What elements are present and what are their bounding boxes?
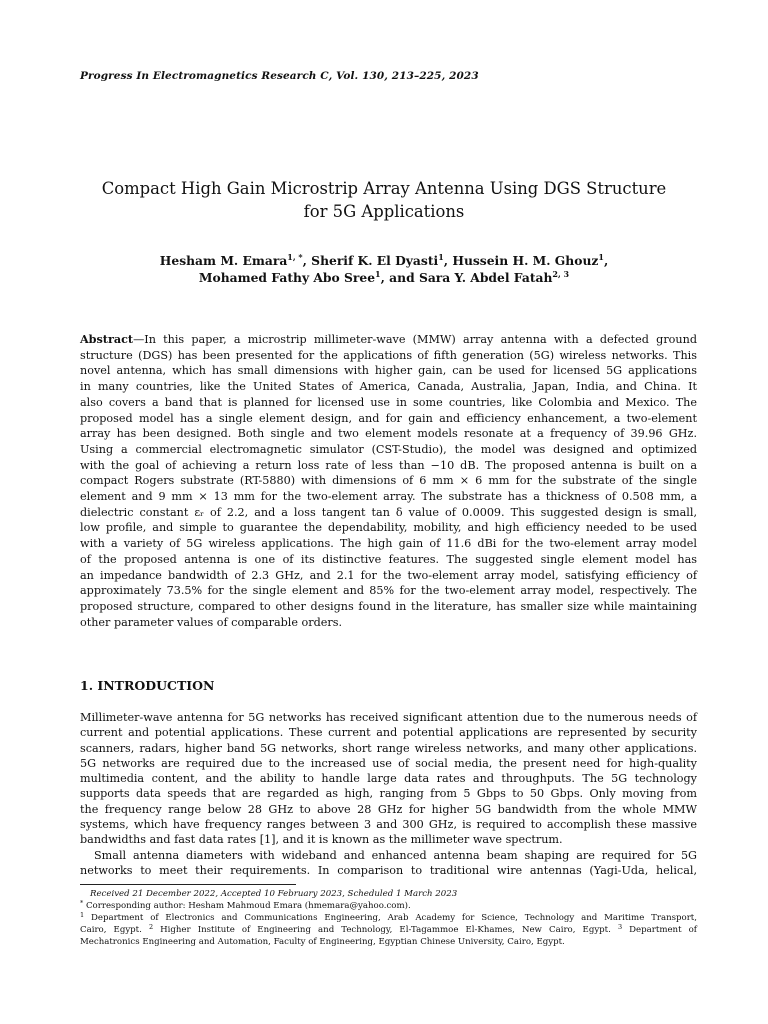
author-name: Hesham M. Emara	[159, 253, 288, 268]
body-line: scanners, radars, higher band 5G networks, short range wireless networks, and many other applications.	[80, 741, 697, 755]
affiliation-text: Department of	[622, 925, 697, 935]
author-name: , and Sara Y. Abdel Fatah	[380, 269, 553, 285]
abstract-line: an impedance bandwidth of 2.3 GHz, and 2.1 for the two-element array model, satisfying efficiency of	[80, 568, 697, 582]
abstract-line: of the proposed antenna is one of its distinctive features. The suggested single element model has	[80, 552, 697, 566]
affiliation-mark: 1	[438, 252, 444, 262]
footnote-mark: 3	[617, 923, 623, 931]
abstract-line: Using a commercial electromagnetic simulator (CST-Studio), the model was designed and optimized	[80, 442, 697, 456]
body-line: multimedia content, and the ability to handle large data rates and throughputs. The 5G technology	[80, 772, 697, 786]
abstract-line: with the goal of achieving a return loss rate of less than −10 dB. The proposed antenna is built on a	[80, 458, 697, 472]
section-heading: 1. INTRODUCTION	[80, 678, 215, 693]
abstract-line: dielectric constant εᵣ of 2.2, and a loss tangent tan δ value of 0.0009. This suggested design is small,	[80, 505, 697, 519]
author-list	[70, 253, 698, 286]
abstract-line	[80, 332, 697, 348]
body-line: supports data speeds that are regarded as high, ranging from 5 Gbps to 50 Gbps. Only moving from	[80, 787, 697, 801]
author-line-1	[70, 253, 698, 270]
author-line-2	[70, 270, 698, 287]
body-line: 5G networks are required due to the increased use of social media, the present need for high-quality	[80, 756, 697, 770]
footnote-rule	[80, 884, 296, 885]
abstract-line: low profile, and simple to guarantee the dependability, mobility, and high efficiency needed to be used	[80, 521, 697, 535]
abstract-line: proposed structure, compared to other designs found in the literature, has smaller size while maintaining	[80, 599, 697, 613]
affiliation-mark: 2, 3	[552, 268, 570, 279]
affiliation-line	[80, 912, 697, 924]
body-line: the frequency range below 28 GHz to above 28 GHz for higher 5G bandwidth from the whole MMW	[80, 802, 697, 816]
author-separator: ,	[603, 253, 609, 268]
footnote-mark: 1	[80, 911, 85, 919]
received-dates: Received 21 December 2022, Accepted 10 February 2023, Scheduled 1 March 2023	[90, 889, 458, 899]
author-name: Mohamed Fathy Abo Sree	[198, 269, 376, 285]
affiliation-mark: 1, *	[287, 252, 303, 262]
affiliation-mark: 1	[375, 268, 381, 279]
body-line: bandwidths and fast data rates [1], and it is known as the millimeter wave spectrum.	[80, 833, 563, 847]
abstract-line: element and 9 mm × 13 mm for the two-element array. The substrate has a thickness of 0.508 mm, a	[80, 490, 697, 504]
footnotes	[80, 888, 697, 948]
affiliation-text: Cairo, Egypt.	[80, 925, 149, 935]
abstract-line: proposed model has a single element design, and for gain and efficiency enhancement, a two-element	[80, 411, 697, 425]
abstract-line: in many countries, like the United States of America, Canada, Australia, Japan, India, and China. It	[80, 380, 697, 394]
footnote-mark: *	[80, 899, 84, 907]
corresponding-author-text: Corresponding author: Hesham Mahmoud Emara (hmemara@yahoo.com).	[83, 901, 411, 911]
author-name: , Hussein H. M. Ghouz	[443, 253, 599, 268]
abstract-line: array has been designed. Both single and two element models resonate at a frequency of 39.96 GHz.	[80, 427, 697, 441]
abstract-line: structure (DGS) has been presented for the applications of fifth generation (5G) wireless networks. This	[80, 348, 697, 362]
affiliation-line	[80, 924, 697, 936]
title-line-1: Compact High Gain Microstrip Array Antenna Using DGS Structure	[101, 179, 667, 198]
title-line-2: for 5G Applications	[303, 202, 465, 221]
footnote-mark: 2	[148, 923, 154, 931]
abstract-line: with a variety of 5G wireless applications. The high gain of 11.6 dBi for the two-element array model	[80, 537, 697, 551]
body-line: systems, which have frequency ranges between 3 and 300 GHz, is required to accomplish these massive	[80, 818, 697, 832]
corresponding-author	[80, 900, 697, 912]
abstract-label: Abstract	[80, 332, 134, 346]
abstract-line-text: —In this paper, a microstrip millimeter-wave (MMW) array antenna with a defected ground	[133, 333, 697, 346]
abstract-line: also covers a band that is planned for licensed use in some countries, like Colombia and Mexico. The	[80, 395, 697, 409]
abstract-line: compact Rogers substrate (RT-5880) with dimensions of 6 mm × 6 mm for the substrate of the single	[80, 474, 697, 488]
affiliation-text: Higher Institute of Engineering and Technology, El-Tagammoe El-Khames, New Cairo, Egypt.	[153, 925, 618, 935]
abstract-line: novel antenna, which has small dimensions with higher gain, can be used for licensed 5G applications	[80, 364, 697, 378]
paper-title	[70, 177, 698, 223]
body-line: Millimeter-wave antenna for 5G networks has received significant attention due to the numerous needs of	[80, 711, 697, 724]
introduction-text	[80, 710, 697, 878]
affiliation-mark: 1	[598, 252, 604, 262]
author-name: , Sherif K. El Dyasti	[302, 253, 439, 268]
abstract-line: approximately 73.5% for the single element and 85% for the two-element array model, respectively. The	[80, 584, 697, 598]
body-line: Small antenna diameters with wideband and enhanced antenna beam shaping are required for 5G	[94, 848, 697, 862]
abstract-block	[80, 332, 697, 630]
abstract-line: other parameter values of comparable orders.	[80, 615, 343, 629]
affiliation-text: Department of Electronics and Communications Engineering, Arab Academy for Science, Technology and Maritime Transport,	[84, 913, 697, 923]
body-line: networks to meet their requirements. In comparison to traditional wire antennas (Yagi-Uda, helical,	[80, 863, 697, 877]
affiliation-line: Mechatronics Engineering and Automation, Faculty of Engineering, Egyptian Chinese University, Cairo, Egypt.	[80, 937, 565, 947]
journal-header: Progress In Electromagnetics Research C, Vol. 130, 213–225, 2023	[80, 70, 479, 82]
body-line: current and potential applications. These current and potential applications are represented by security	[80, 726, 697, 740]
